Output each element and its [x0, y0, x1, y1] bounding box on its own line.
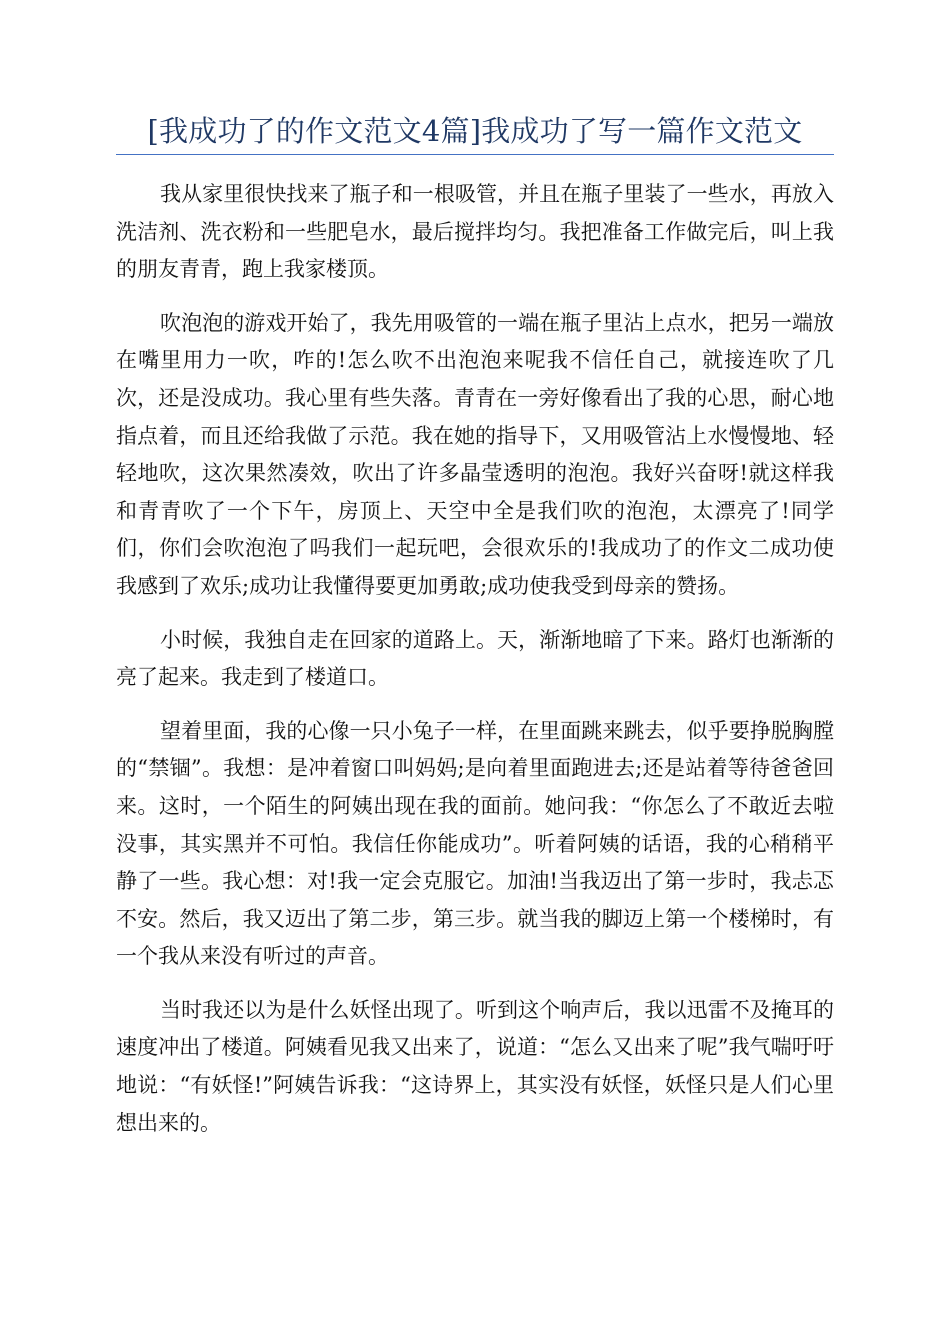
paragraph-1: 我从家里很快找来了瓶子和一根吸管，并且在瓶子里装了一些水，再放入洗洁剂、洗衣粉和一些肥皂水，最后搅拌均匀。我把准备工作做完后，叫上我的朋友青青，跑上我家楼顶。	[116, 182, 834, 282]
document-body	[116, 176, 834, 1158]
paragraph-4: 望着里面，我的心像一只小兔子一样，在里面跳来跳去，似乎要挣脱胸膛的“禁锢”。我想：是冲着窗口叫妈妈;是向着里面跑进去;还是站着等待爸爸回来。这时，一个陌生的阿姨出现在我的面前。她问我：“你怎么了不敢近去啦没事，其实黑并不可怕。我信任你能成功”。听着阿姨的话语，我的心稍稍平静了一些。我心想：对!我一定会克服它。加油!当我迈出了第一步时，我忐忑不安。然后，我又迈出了第二步，第三步。就当我的脚迈上第一个楼梯时，有一个我从来没有听过的声音。	[116, 718, 834, 969]
paragraph-5: 当时我还以为是什么妖怪出现了。听到这个响声后，我以迅雷不及掩耳的速度冲出了楼道。阿姨看见我又出来了，说道：“怎么又出来了呢”我气喘吁吁地说：“有妖怪!”阿姨告诉我：“这诗界上，其实没有妖怪，妖怪只是人们心里想出来的。	[116, 997, 834, 1135]
paragraph-2: 吹泡泡的游戏开始了，我先用吸管的一端在瓶子里沾上点水，把另一端放在嘴里用力一吹，咋的!怎么吹不出泡泡来呢我不信任自己，就接连吹了几次，还是没成功。我心里有些失落。青青在一旁好像看出了我的心思，耐心地指点着，而且还给我做了示范。我在她的指导下，又用吸管沾上水慢慢地、轻轻地吹，这次果然凑效，吹出了许多晶莹透明的泡泡。我好兴奋呀!就这样我和青青吹了一个下午，房顶上、天空中全是我们吹的泡泡，太漂亮了!同学们，你们会吹泡泡了吗我们一起玩吧，会很欢乐的!我成功了的作文二成功使我感到了欢乐;成功让我懂得要更加勇敢;成功使我受到母亲的赞扬。	[116, 310, 834, 598]
document-title: [我成功了的作文范文4篇]我成功了写一篇作文范文	[147, 114, 803, 148]
title-underline	[116, 154, 834, 155]
paragraph-3: 小时候，我独自走在回家的道路上。天，渐渐地暗了下来。路灯也渐渐的亮了起来。我走到了楼道口。	[116, 627, 834, 690]
